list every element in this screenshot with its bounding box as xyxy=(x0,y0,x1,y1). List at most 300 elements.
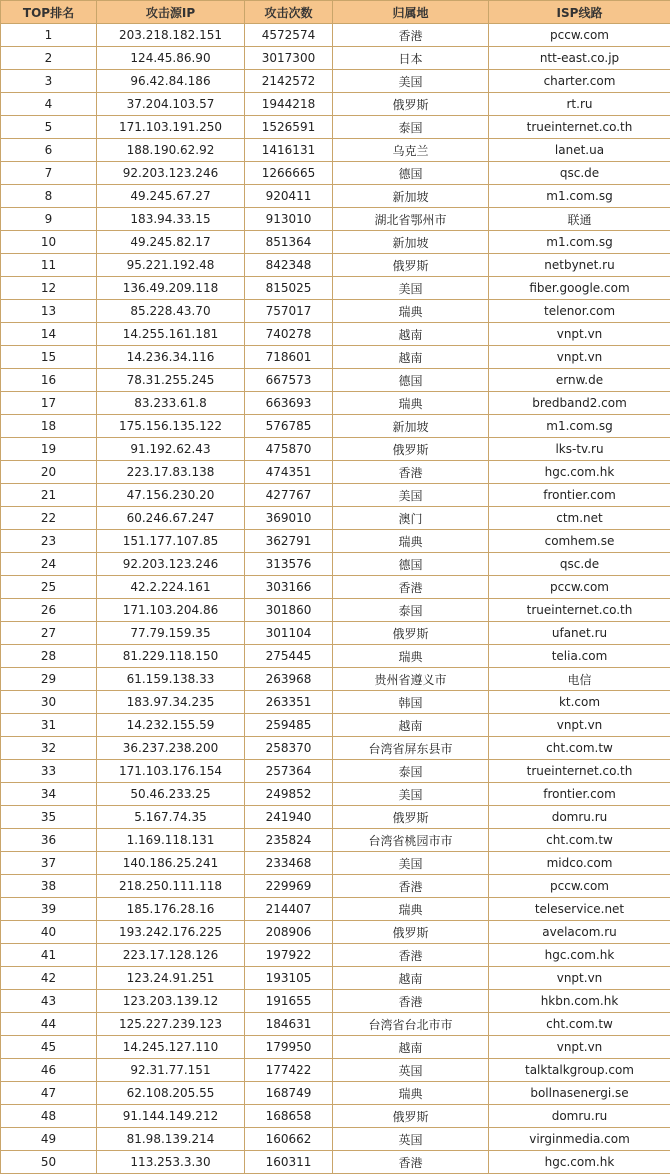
attack-count-cell: 3017300 xyxy=(245,47,333,70)
isp-cell: lanet.ua xyxy=(489,139,670,162)
table-row xyxy=(1,323,670,346)
rank-cell: 28 xyxy=(1,645,97,668)
source-ip-cell: 183.97.34.235 xyxy=(97,691,245,714)
isp-cell: vnpt.vn xyxy=(489,1036,670,1059)
table-row xyxy=(1,1013,670,1036)
source-ip-cell: 50.46.233.25 xyxy=(97,783,245,806)
location-cell: 俄罗斯 xyxy=(333,921,489,944)
table-row xyxy=(1,714,670,737)
attack-count-cell: 362791 xyxy=(245,530,333,553)
table-row xyxy=(1,1128,670,1151)
source-ip-cell: 175.156.135.122 xyxy=(97,415,245,438)
location-cell: 日本 xyxy=(333,47,489,70)
rank-cell: 4 xyxy=(1,93,97,116)
rank-cell: 41 xyxy=(1,944,97,967)
source-ip-cell: 60.246.67.247 xyxy=(97,507,245,530)
location-cell: 美国 xyxy=(333,484,489,507)
source-ip-cell: 113.253.3.30 xyxy=(97,1151,245,1174)
attack-count-cell: 757017 xyxy=(245,300,333,323)
attack-count-cell: 160311 xyxy=(245,1151,333,1174)
attack-count-cell: 229969 xyxy=(245,875,333,898)
header-source-ip: 攻击源IP xyxy=(97,1,245,24)
attack-count-cell: 740278 xyxy=(245,323,333,346)
location-cell: 瑞典 xyxy=(333,1082,489,1105)
isp-cell: vnpt.vn xyxy=(489,346,670,369)
rank-cell: 42 xyxy=(1,967,97,990)
location-cell: 美国 xyxy=(333,852,489,875)
rank-cell: 7 xyxy=(1,162,97,185)
location-cell: 瑞典 xyxy=(333,898,489,921)
attack-count-cell: 313576 xyxy=(245,553,333,576)
attack-count-cell: 369010 xyxy=(245,507,333,530)
rank-cell: 50 xyxy=(1,1151,97,1174)
rank-cell: 1 xyxy=(1,24,97,47)
isp-cell: cht.com.tw xyxy=(489,737,670,760)
table-row xyxy=(1,346,670,369)
source-ip-cell: 171.103.204.86 xyxy=(97,599,245,622)
attack-count-cell: 258370 xyxy=(245,737,333,760)
source-ip-cell: 92.203.123.246 xyxy=(97,162,245,185)
source-ip-cell: 47.156.230.20 xyxy=(97,484,245,507)
rank-cell: 39 xyxy=(1,898,97,921)
isp-cell: pccw.com xyxy=(489,875,670,898)
table-row xyxy=(1,990,670,1013)
attack-count-cell: 241940 xyxy=(245,806,333,829)
source-ip-cell: 188.190.62.92 xyxy=(97,139,245,162)
source-ip-cell: 14.255.161.181 xyxy=(97,323,245,346)
isp-cell: hgc.com.hk xyxy=(489,1151,670,1174)
source-ip-cell: 218.250.111.118 xyxy=(97,875,245,898)
location-cell: 泰国 xyxy=(333,599,489,622)
isp-cell: frontier.com xyxy=(489,783,670,806)
location-cell: 瑞典 xyxy=(333,392,489,415)
table-row xyxy=(1,576,670,599)
rank-cell: 17 xyxy=(1,392,97,415)
isp-cell: vnpt.vn xyxy=(489,323,670,346)
isp-cell: ntt-east.co.jp xyxy=(489,47,670,70)
location-cell: 瑞典 xyxy=(333,300,489,323)
location-cell: 越南 xyxy=(333,1036,489,1059)
rank-cell: 26 xyxy=(1,599,97,622)
table-row xyxy=(1,806,670,829)
isp-cell: charter.com xyxy=(489,70,670,93)
location-cell: 俄罗斯 xyxy=(333,806,489,829)
location-cell: 德国 xyxy=(333,553,489,576)
location-cell: 美国 xyxy=(333,783,489,806)
attack-count-cell: 184631 xyxy=(245,1013,333,1036)
attack-count-cell: 249852 xyxy=(245,783,333,806)
source-ip-cell: 37.204.103.57 xyxy=(97,93,245,116)
location-cell: 英国 xyxy=(333,1059,489,1082)
header-location: 归属地 xyxy=(333,1,489,24)
rank-cell: 19 xyxy=(1,438,97,461)
isp-cell: rt.ru xyxy=(489,93,670,116)
isp-cell: frontier.com xyxy=(489,484,670,507)
rank-cell: 40 xyxy=(1,921,97,944)
table-row xyxy=(1,185,670,208)
source-ip-cell: 77.79.159.35 xyxy=(97,622,245,645)
rank-cell: 10 xyxy=(1,231,97,254)
table-row xyxy=(1,553,670,576)
attack-count-cell: 576785 xyxy=(245,415,333,438)
source-ip-cell: 85.228.43.70 xyxy=(97,300,245,323)
table-row xyxy=(1,944,670,967)
isp-cell: m1.com.sg xyxy=(489,231,670,254)
isp-cell: comhem.se xyxy=(489,530,670,553)
rank-cell: 11 xyxy=(1,254,97,277)
header-attack-count: 攻击次数 xyxy=(245,1,333,24)
table-row xyxy=(1,898,670,921)
isp-cell: domru.ru xyxy=(489,806,670,829)
source-ip-cell: 96.42.84.186 xyxy=(97,70,245,93)
source-ip-cell: 136.49.209.118 xyxy=(97,277,245,300)
isp-cell: hkbn.com.hk xyxy=(489,990,670,1013)
isp-cell: pccw.com xyxy=(489,576,670,599)
attack-count-cell: 259485 xyxy=(245,714,333,737)
source-ip-cell: 1.169.118.131 xyxy=(97,829,245,852)
attack-count-cell: 191655 xyxy=(245,990,333,1013)
source-ip-cell: 81.98.139.214 xyxy=(97,1128,245,1151)
table-row xyxy=(1,392,670,415)
header-rank: TOP排名 xyxy=(1,1,97,24)
source-ip-cell: 171.103.191.250 xyxy=(97,116,245,139)
rank-cell: 31 xyxy=(1,714,97,737)
header-row xyxy=(1,1,670,24)
location-cell: 贵州省遵义市 xyxy=(333,668,489,691)
isp-cell: pccw.com xyxy=(489,24,670,47)
source-ip-cell: 92.31.77.151 xyxy=(97,1059,245,1082)
location-cell: 越南 xyxy=(333,967,489,990)
location-cell: 俄罗斯 xyxy=(333,254,489,277)
attack-count-cell: 1526591 xyxy=(245,116,333,139)
source-ip-cell: 92.203.123.246 xyxy=(97,553,245,576)
rank-cell: 44 xyxy=(1,1013,97,1036)
source-ip-cell: 61.159.138.33 xyxy=(97,668,245,691)
source-ip-cell: 183.94.33.15 xyxy=(97,208,245,231)
location-cell: 香港 xyxy=(333,875,489,898)
isp-cell: domru.ru xyxy=(489,1105,670,1128)
source-ip-cell: 124.45.86.90 xyxy=(97,47,245,70)
rank-cell: 27 xyxy=(1,622,97,645)
attack-count-cell: 233468 xyxy=(245,852,333,875)
source-ip-cell: 203.218.182.151 xyxy=(97,24,245,47)
isp-cell: m1.com.sg xyxy=(489,415,670,438)
attack-count-cell: 920411 xyxy=(245,185,333,208)
isp-cell: kt.com xyxy=(489,691,670,714)
attack-count-cell: 1416131 xyxy=(245,139,333,162)
attack-count-cell: 257364 xyxy=(245,760,333,783)
source-ip-cell: 36.237.238.200 xyxy=(97,737,245,760)
location-cell: 新加坡 xyxy=(333,185,489,208)
rank-cell: 37 xyxy=(1,852,97,875)
location-cell: 韩国 xyxy=(333,691,489,714)
table-row xyxy=(1,1059,670,1082)
table-row xyxy=(1,668,670,691)
table-row xyxy=(1,645,670,668)
attack-count-cell: 663693 xyxy=(245,392,333,415)
table-row xyxy=(1,208,670,231)
table-row xyxy=(1,530,670,553)
rank-cell: 20 xyxy=(1,461,97,484)
attack-count-cell: 177422 xyxy=(245,1059,333,1082)
source-ip-cell: 171.103.176.154 xyxy=(97,760,245,783)
location-cell: 香港 xyxy=(333,944,489,967)
source-ip-cell: 151.177.107.85 xyxy=(97,530,245,553)
attack-count-cell: 427767 xyxy=(245,484,333,507)
table-row xyxy=(1,737,670,760)
table-row xyxy=(1,415,670,438)
location-cell: 美国 xyxy=(333,70,489,93)
location-cell: 新加坡 xyxy=(333,415,489,438)
rank-cell: 24 xyxy=(1,553,97,576)
location-cell: 香港 xyxy=(333,990,489,1013)
rank-cell: 45 xyxy=(1,1036,97,1059)
table-row xyxy=(1,24,670,47)
table-row xyxy=(1,254,670,277)
location-cell: 泰国 xyxy=(333,760,489,783)
location-cell: 德国 xyxy=(333,369,489,392)
rank-cell: 9 xyxy=(1,208,97,231)
source-ip-cell: 91.192.62.43 xyxy=(97,438,245,461)
source-ip-cell: 5.167.74.35 xyxy=(97,806,245,829)
table-row xyxy=(1,507,670,530)
header-isp: ISP线路 xyxy=(489,1,670,24)
rank-cell: 32 xyxy=(1,737,97,760)
attack-count-cell: 263968 xyxy=(245,668,333,691)
table-row xyxy=(1,162,670,185)
isp-cell: fiber.google.com xyxy=(489,277,670,300)
source-ip-cell: 83.233.61.8 xyxy=(97,392,245,415)
isp-cell: bollnasenergi.se xyxy=(489,1082,670,1105)
table-row xyxy=(1,70,670,93)
rank-cell: 3 xyxy=(1,70,97,93)
location-cell: 香港 xyxy=(333,576,489,599)
rank-cell: 15 xyxy=(1,346,97,369)
attack-count-cell: 168749 xyxy=(245,1082,333,1105)
rank-cell: 43 xyxy=(1,990,97,1013)
table-row xyxy=(1,231,670,254)
attack-count-cell: 197922 xyxy=(245,944,333,967)
attack-count-cell: 275445 xyxy=(245,645,333,668)
isp-cell: 联通 xyxy=(489,208,670,231)
table-row xyxy=(1,1151,670,1174)
rank-cell: 46 xyxy=(1,1059,97,1082)
attack-count-cell: 667573 xyxy=(245,369,333,392)
attack-count-cell: 1944218 xyxy=(245,93,333,116)
isp-cell: qsc.de xyxy=(489,162,670,185)
isp-cell: m1.com.sg xyxy=(489,185,670,208)
attack-count-cell: 2142572 xyxy=(245,70,333,93)
isp-cell: midco.com xyxy=(489,852,670,875)
rank-cell: 18 xyxy=(1,415,97,438)
rank-cell: 29 xyxy=(1,668,97,691)
rank-cell: 34 xyxy=(1,783,97,806)
rank-cell: 25 xyxy=(1,576,97,599)
rank-cell: 5 xyxy=(1,116,97,139)
isp-cell: virginmedia.com xyxy=(489,1128,670,1151)
rank-cell: 30 xyxy=(1,691,97,714)
attack-count-cell: 193105 xyxy=(245,967,333,990)
table-row xyxy=(1,300,670,323)
location-cell: 新加坡 xyxy=(333,231,489,254)
rank-cell: 16 xyxy=(1,369,97,392)
location-cell: 越南 xyxy=(333,323,489,346)
isp-cell: vnpt.vn xyxy=(489,967,670,990)
source-ip-cell: 185.176.28.16 xyxy=(97,898,245,921)
table-row xyxy=(1,47,670,70)
attack-count-cell: 160662 xyxy=(245,1128,333,1151)
attack-count-cell: 235824 xyxy=(245,829,333,852)
isp-cell: trueinternet.co.th xyxy=(489,599,670,622)
table-row xyxy=(1,599,670,622)
rank-cell: 12 xyxy=(1,277,97,300)
location-cell: 泰国 xyxy=(333,116,489,139)
source-ip-cell: 42.2.224.161 xyxy=(97,576,245,599)
source-ip-cell: 123.203.139.12 xyxy=(97,990,245,1013)
attack-count-cell: 4572574 xyxy=(245,24,333,47)
isp-cell: ufanet.ru xyxy=(489,622,670,645)
location-cell: 澳门 xyxy=(333,507,489,530)
isp-cell: trueinternet.co.th xyxy=(489,116,670,139)
location-cell: 英国 xyxy=(333,1128,489,1151)
attack-count-cell: 913010 xyxy=(245,208,333,231)
isp-cell: hgc.com.hk xyxy=(489,944,670,967)
table-row xyxy=(1,369,670,392)
attack-count-cell: 208906 xyxy=(245,921,333,944)
source-ip-cell: 49.245.67.27 xyxy=(97,185,245,208)
location-cell: 德国 xyxy=(333,162,489,185)
table-row xyxy=(1,1105,670,1128)
location-cell: 俄罗斯 xyxy=(333,622,489,645)
rank-cell: 2 xyxy=(1,47,97,70)
location-cell: 湖北省鄂州市 xyxy=(333,208,489,231)
location-cell: 瑞典 xyxy=(333,530,489,553)
attack-count-cell: 851364 xyxy=(245,231,333,254)
attack-count-cell: 303166 xyxy=(245,576,333,599)
isp-cell: cht.com.tw xyxy=(489,1013,670,1036)
attack-count-cell: 301104 xyxy=(245,622,333,645)
location-cell: 越南 xyxy=(333,714,489,737)
table-row xyxy=(1,139,670,162)
table-row xyxy=(1,967,670,990)
isp-cell: vnpt.vn xyxy=(489,714,670,737)
rank-cell: 48 xyxy=(1,1105,97,1128)
rank-cell: 38 xyxy=(1,875,97,898)
table-row xyxy=(1,1082,670,1105)
attack-count-cell: 301860 xyxy=(245,599,333,622)
source-ip-cell: 223.17.128.126 xyxy=(97,944,245,967)
attack-count-cell: 179950 xyxy=(245,1036,333,1059)
table-body xyxy=(1,24,670,1174)
table-row xyxy=(1,691,670,714)
rank-cell: 33 xyxy=(1,760,97,783)
attack-count-cell: 718601 xyxy=(245,346,333,369)
source-ip-cell: 140.186.25.241 xyxy=(97,852,245,875)
attack-count-cell: 475870 xyxy=(245,438,333,461)
location-cell: 香港 xyxy=(333,1151,489,1174)
location-cell: 台湾省桃园市市 xyxy=(333,829,489,852)
source-ip-cell: 81.229.118.150 xyxy=(97,645,245,668)
rank-cell: 6 xyxy=(1,139,97,162)
table-row xyxy=(1,921,670,944)
attack-count-cell: 474351 xyxy=(245,461,333,484)
source-ip-cell: 62.108.205.55 xyxy=(97,1082,245,1105)
table-row xyxy=(1,277,670,300)
source-ip-cell: 91.144.149.212 xyxy=(97,1105,245,1128)
location-cell: 俄罗斯 xyxy=(333,93,489,116)
table-row xyxy=(1,760,670,783)
rank-cell: 49 xyxy=(1,1128,97,1151)
location-cell: 香港 xyxy=(333,24,489,47)
source-ip-cell: 78.31.255.245 xyxy=(97,369,245,392)
rank-cell: 23 xyxy=(1,530,97,553)
source-ip-cell: 14.245.127.110 xyxy=(97,1036,245,1059)
isp-cell: talktalkgroup.com xyxy=(489,1059,670,1082)
rank-cell: 35 xyxy=(1,806,97,829)
rank-cell: 47 xyxy=(1,1082,97,1105)
source-ip-cell: 14.232.155.59 xyxy=(97,714,245,737)
location-cell: 乌克兰 xyxy=(333,139,489,162)
attack-count-cell: 214407 xyxy=(245,898,333,921)
location-cell: 台湾省台北市市 xyxy=(333,1013,489,1036)
attack-count-cell: 842348 xyxy=(245,254,333,277)
table-row xyxy=(1,622,670,645)
source-ip-cell: 95.221.192.48 xyxy=(97,254,245,277)
table-row xyxy=(1,829,670,852)
attack-count-cell: 815025 xyxy=(245,277,333,300)
isp-cell: trueinternet.co.th xyxy=(489,760,670,783)
rank-cell: 13 xyxy=(1,300,97,323)
location-cell: 美国 xyxy=(333,277,489,300)
attack-count-cell: 1266665 xyxy=(245,162,333,185)
attack-count-cell: 263351 xyxy=(245,691,333,714)
rank-cell: 8 xyxy=(1,185,97,208)
table-row xyxy=(1,875,670,898)
source-ip-cell: 123.24.91.251 xyxy=(97,967,245,990)
location-cell: 台湾省屏东县市 xyxy=(333,737,489,760)
isp-cell: lks-tv.ru xyxy=(489,438,670,461)
location-cell: 俄罗斯 xyxy=(333,438,489,461)
isp-cell: bredband2.com xyxy=(489,392,670,415)
rank-cell: 22 xyxy=(1,507,97,530)
isp-cell: telenor.com xyxy=(489,300,670,323)
table-row xyxy=(1,438,670,461)
table-row xyxy=(1,852,670,875)
isp-cell: telia.com xyxy=(489,645,670,668)
isp-cell: hgc.com.hk xyxy=(489,461,670,484)
source-ip-cell: 223.17.83.138 xyxy=(97,461,245,484)
table-header xyxy=(1,1,670,24)
source-ip-cell: 193.242.176.225 xyxy=(97,921,245,944)
location-cell: 瑞典 xyxy=(333,645,489,668)
isp-cell: avelacom.ru xyxy=(489,921,670,944)
table-row xyxy=(1,484,670,507)
table-row xyxy=(1,783,670,806)
attack-count-cell: 168658 xyxy=(245,1105,333,1128)
table-row xyxy=(1,116,670,139)
source-ip-cell: 14.236.34.116 xyxy=(97,346,245,369)
isp-cell: cht.com.tw xyxy=(489,829,670,852)
isp-cell: teleservice.net xyxy=(489,898,670,921)
isp-cell: ctm.net xyxy=(489,507,670,530)
isp-cell: netbynet.ru xyxy=(489,254,670,277)
rank-cell: 36 xyxy=(1,829,97,852)
source-ip-cell: 49.245.82.17 xyxy=(97,231,245,254)
isp-cell: ernw.de xyxy=(489,369,670,392)
isp-cell: qsc.de xyxy=(489,553,670,576)
rank-cell: 21 xyxy=(1,484,97,507)
isp-cell: 电信 xyxy=(489,668,670,691)
